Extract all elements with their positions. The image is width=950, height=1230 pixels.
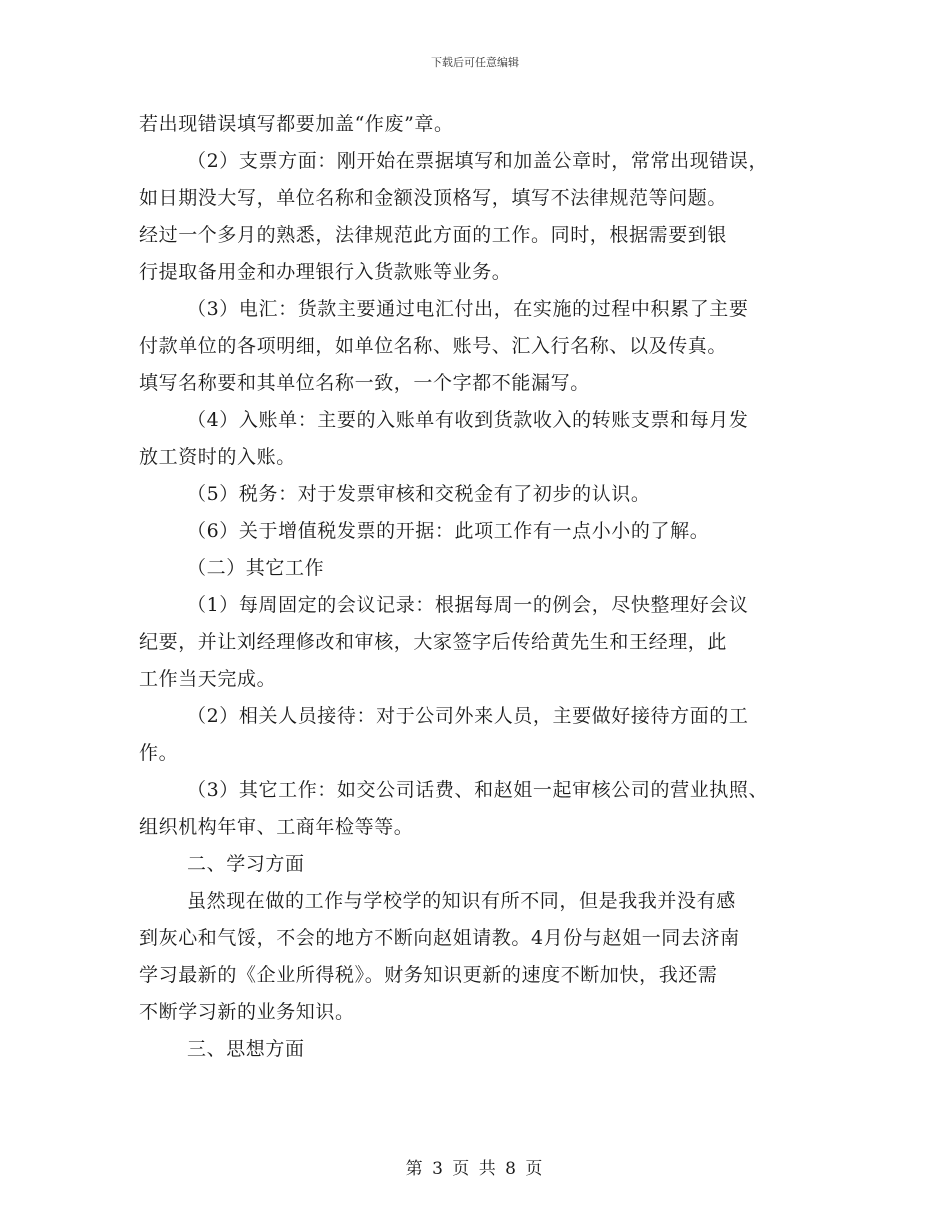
text-line: 如日期没大写，单位名称和金额没顶格写，填写不法律规范等问题。 (139, 187, 728, 209)
text-line: 付款单位的各项明细，如单位名称、账号、汇入行名称、以及传真。 (139, 335, 728, 357)
text-line: 到灰心和气馁，不会的地方不断向赵姐请教。4月份与赵姐一同去济南 (139, 927, 740, 949)
text-line: （3）电汇：货款主要通过电汇付出，在实施的过程中积累了主要 (187, 298, 749, 320)
page-number: 第 3 页 共 8 页 (405, 1159, 545, 1179)
section-heading: （二）其它工作 (187, 557, 325, 579)
text-line: （2）相关人员接待：对于公司外来人员，主要做好接待方面的工 (187, 705, 749, 727)
text-line: （6）关于增值税发票的开据：此项工作有一点小小的了解。 (187, 520, 710, 542)
text-line: 行提取备用金和办理银行入货款账等业务。 (139, 261, 512, 283)
text-line: 作。 (139, 742, 179, 764)
text-line: （3）其它工作：如交公司话费、和赵姐一起审核公司的营业执照、 (187, 779, 769, 801)
text-line: （2）支票方面：刚开始在票据填写和加盖公章时，常常出现错误， (187, 150, 769, 172)
section-heading: 二、学习方面 (187, 853, 305, 875)
text-line: 纪要，并让刘经理修改和审核，大家签字后传给黄先生和王经理，此 (139, 631, 728, 653)
text-line: （5）税务：对于发票审核和交税金有了初步的认识。 (187, 483, 651, 505)
text-line: 放工资时的入账。 (139, 446, 296, 468)
text-line: 虽然现在做的工作与学校学的知识有所不同，但是我我并没有感 (187, 890, 736, 912)
text-line: 组织机构年审、工商年检等等。 (139, 816, 414, 838)
text-line: 若出现错误填写都要加盖“作废”章。 (139, 113, 454, 135)
document-body (139, 106, 839, 1068)
page-header: 下载后可任意编辑 (431, 56, 519, 69)
section-heading: 三、思想方面 (187, 1038, 305, 1060)
text-line: 工作当天完成。 (139, 668, 277, 690)
text-line: 不断学习新的业务知识。 (139, 1001, 355, 1023)
text-line: （4）入账单：主要的入账单有收到货款收入的转账支票和每月发 (187, 409, 749, 431)
text-line: （1）每周固定的会议记录：根据每周一的例会，尽快整理好会议 (187, 594, 749, 616)
text-line: 经过一个多月的熟悉，法律规范此方面的工作。同时，根据需要到银 (139, 224, 728, 246)
text-line: 学习最新的《企业所得税》。财务知识更新的速度不断加快，我还需 (139, 964, 718, 986)
text-line: 填写名称要和其单位名称一致，一个字都不能漏写。 (139, 372, 590, 394)
